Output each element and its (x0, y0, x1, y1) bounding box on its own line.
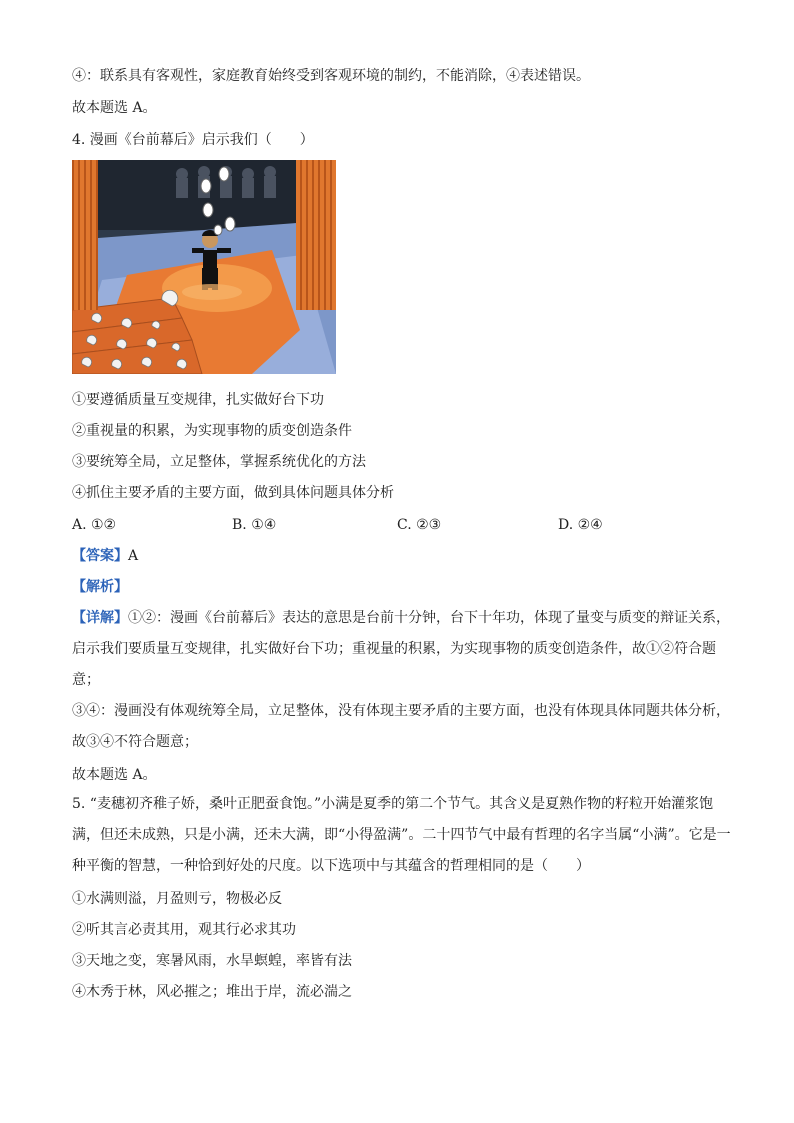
q3-statement-4-analysis: ④：联系具有客观性，家庭教育始终受到客观环境的制约，不能消除，④表述错误。 (72, 68, 590, 84)
q5-statement-1: ①水满则溢，月盈则亏，物极必反 (72, 891, 282, 907)
q4-detail-paragraph-2: ③④：漫画没有体观统筹全局，立足整体，没有体现主要矛盾的主要方面，也没有体现具体同题共体分析，故③④不符合题意； (72, 703, 730, 750)
q3-conclusion: 故本题选 A。 (72, 100, 157, 116)
q4-analysis-heading (72, 577, 128, 597)
answer-tag: 【答案】 (72, 548, 128, 564)
q4-stem: 4. 漫画《台前幕后》启示我们（ ） (72, 132, 314, 148)
q4-options-row (72, 515, 732, 535)
q4-statement-4: ④抓住主要矛盾的主要方面，做到具体问题具体分析 (72, 485, 394, 501)
q4-option-c[interactable]: C. ②③ (397, 517, 442, 533)
analysis-tag: 【解析】 (72, 579, 128, 595)
answer-value: A (128, 548, 139, 564)
q4-answer (72, 546, 138, 566)
detail-tag: 【详解】 (72, 610, 128, 626)
q4-option-b[interactable]: B. ①④ (232, 517, 277, 533)
q4-conclusion: 故本题选 A。 (72, 767, 157, 783)
q4-option-d[interactable]: D. ②④ (558, 517, 603, 533)
q5-statement-4: ④木秀于林，风必摧之；堆出于岸，流必湍之 (72, 984, 352, 1000)
q5-statement-3: ③天地之变，寒暑风雨，水旱螟蝗，率皆有法 (72, 953, 352, 969)
q4-statement-3: ③要统筹全局，立足整体，掌握系统优化的方法 (72, 454, 366, 470)
q4-option-a[interactable]: A. ①② (72, 517, 117, 533)
cartoon-image (72, 160, 336, 374)
q5-statement-2: ②听其言必责其用，观其行必求其功 (72, 922, 296, 938)
q4-statement-2: ②重视量的积累，为实现事物的质变创造条件 (72, 423, 352, 439)
q5-stem: 5. “麦穗初齐稚子娇，桑叶正肥蚕食饱。”小满是夏季的第二个节气。其含义是夏熟作物的籽粒开始灌浆饱满，但还未成熟，只是小满，还未大满，即“小得盈满”。二十四节气中最有哲理的名字当属“小满”。它是一种平衡的智慧，一种恰到好处的尺度。以下选项中与其蕴含的哲理相同的是（ ） (72, 796, 731, 874)
q4-statement-1: ①要遵循质量互变规律，扎实做好台下功 (72, 392, 324, 408)
q4-detail-paragraph-1: 【详解】①②：漫画《台前幕后》表达的意思是台前十分钟，台下十年功，体现了量变与质变的辩证关系，启示我们要质量互变规律，扎实做好台下功；重视量的积累，为实现事物的质变创造条件，故①②符合题意； (72, 610, 730, 688)
